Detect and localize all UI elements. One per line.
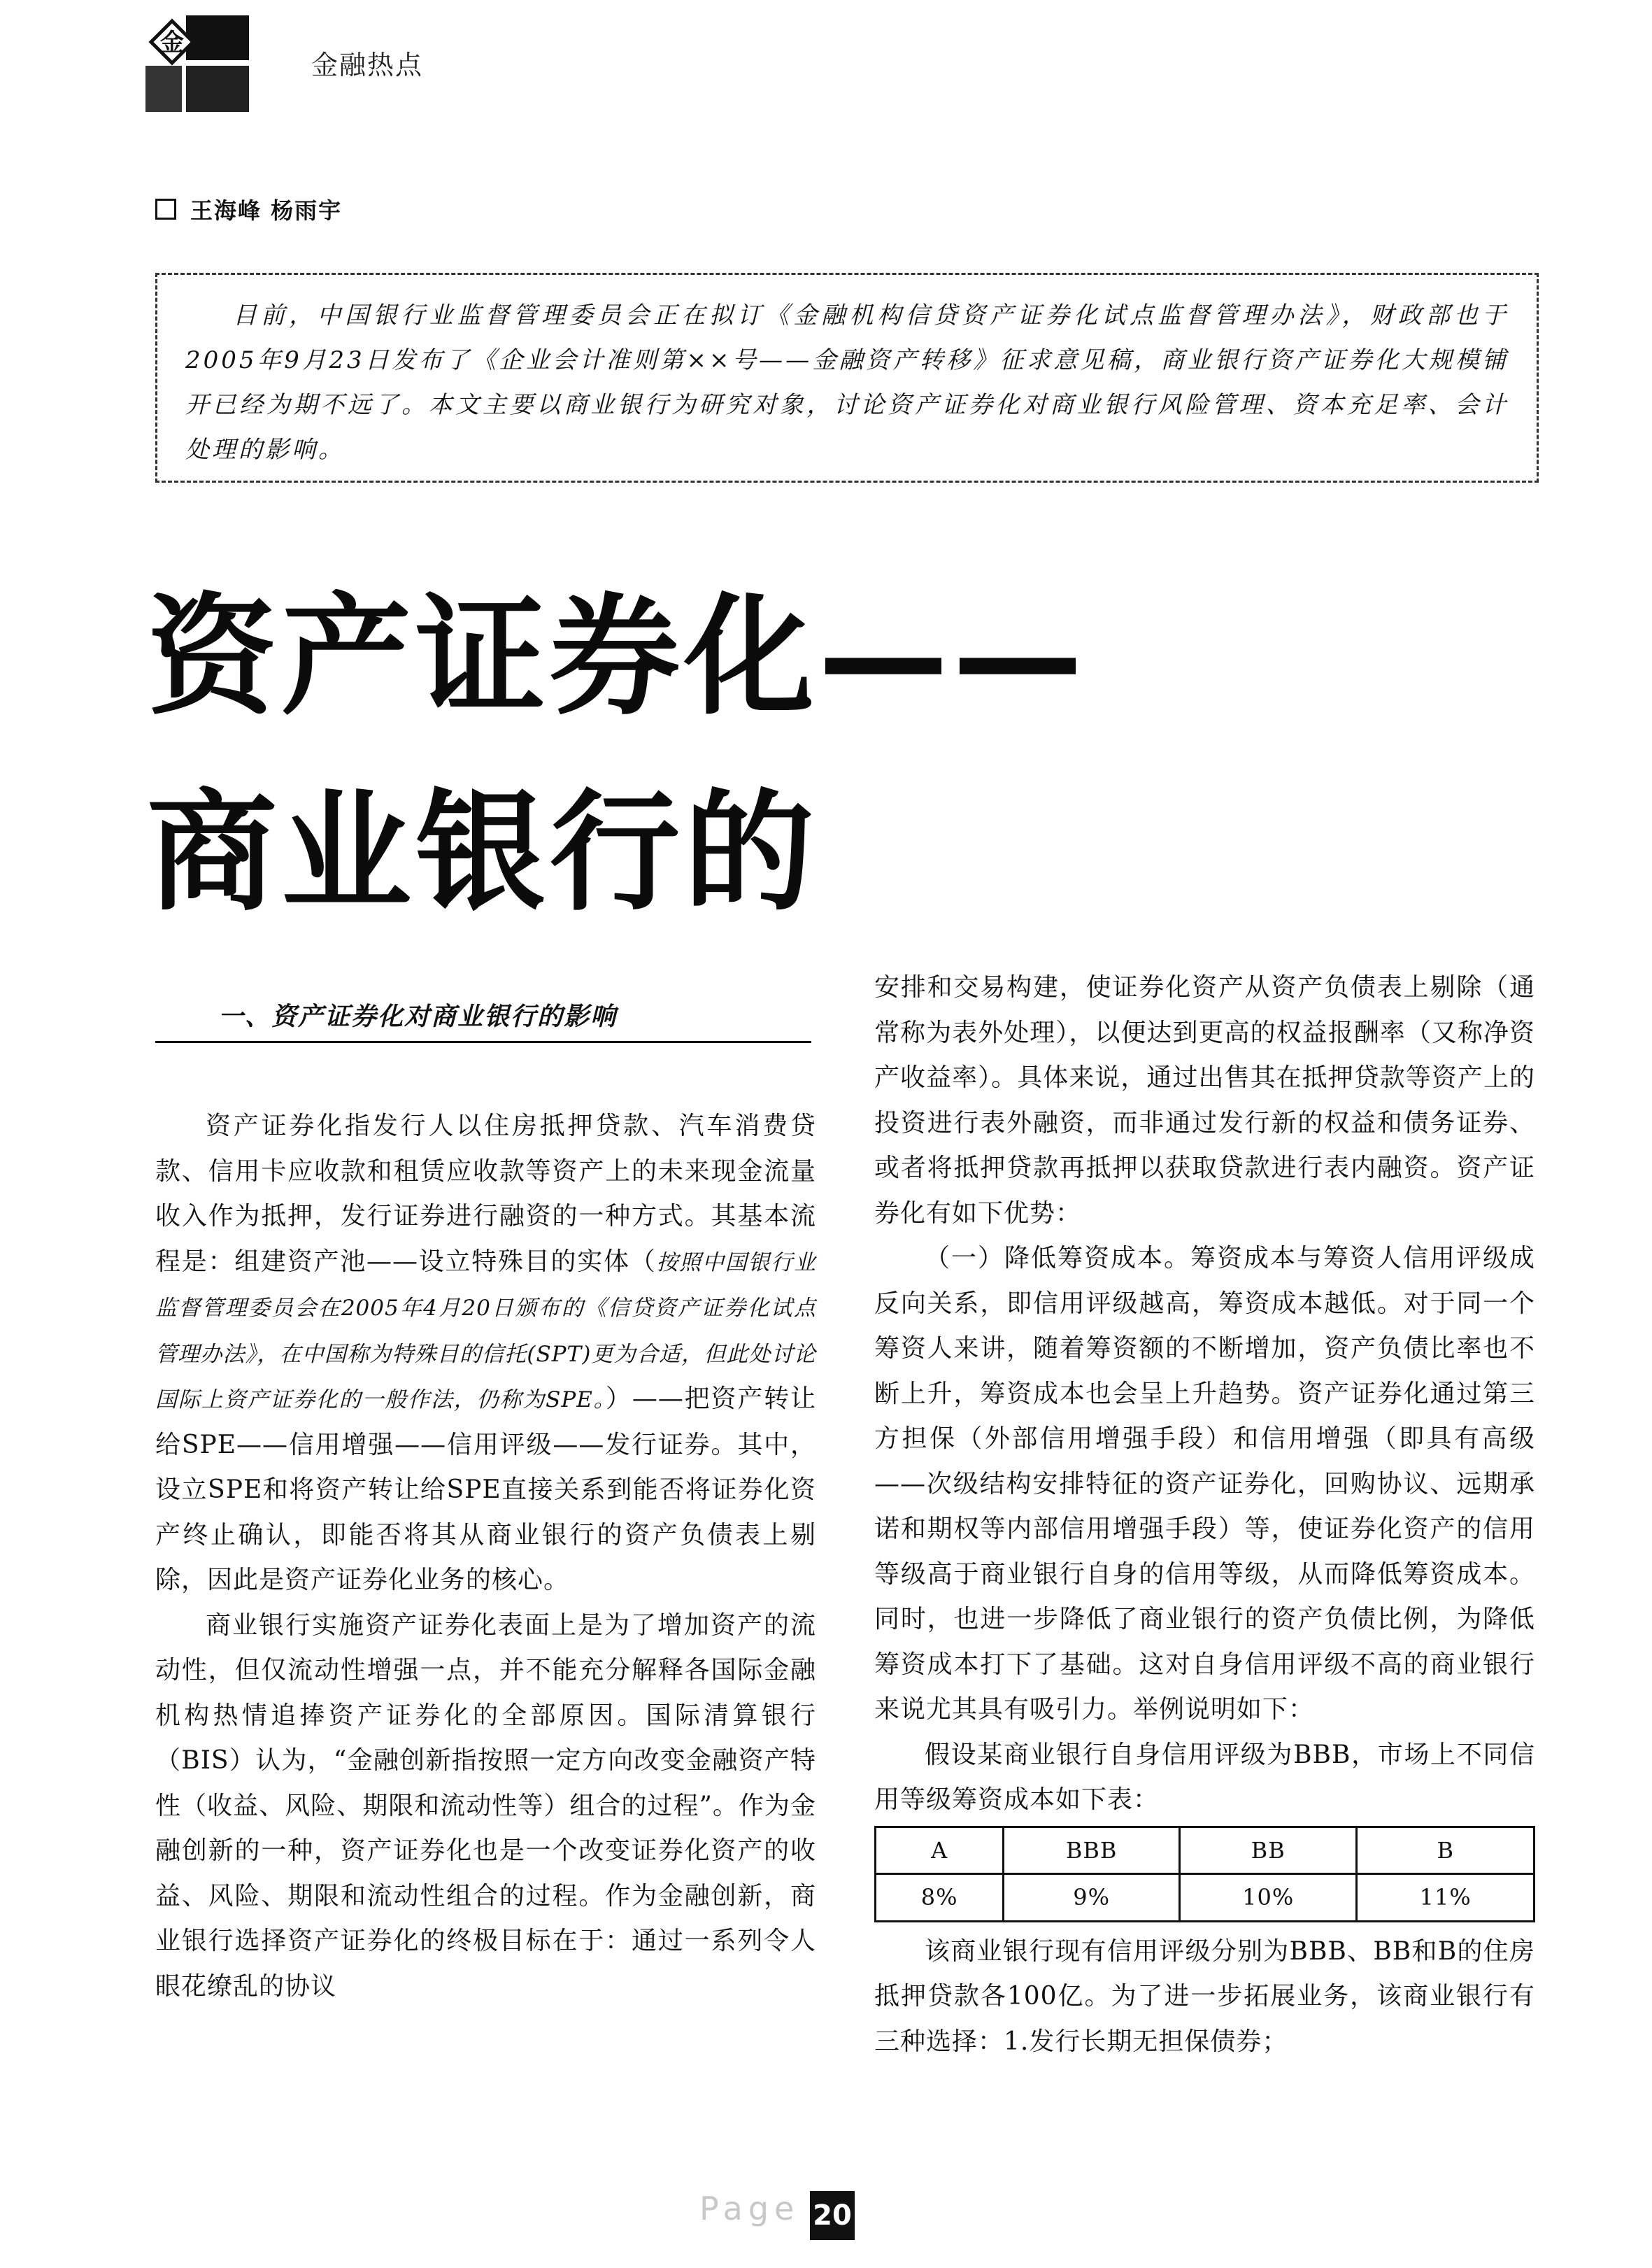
- right-column: [874, 965, 1535, 2064]
- abstract-box: [155, 273, 1539, 483]
- paragraph: 安排和交易构建，使证券化资产从资产负债表上剔除（通常称为表外处理），以便达到更高的权益报酬率（又称净资产收益率）。具体来说，通过出售其在抵押贷款等资产上的投资进行表外融资，而非通过发行新的权益和债务证券、或者将抵押贷款再抵押以获取贷款进行表内融资。资产证券化有如下优势：: [874, 973, 1535, 1228]
- paragraph: 商业银行实施资产证券化表面上是为了增加资产的流动性，但仅流动性增强一点，并不能充分解释各国际金融机构热情追捧资产证券化的全部原因。国际清算银行（BIS）认为，“金融创新指按照一定方向改变金融资产特性（收益、风险、期限和流动性等）组合的过程”。作为金融创新的一种，资产证券化也是一个改变证券化资产的收益、风险、期限和流动性组合的过程。作为金融创新，商业银行选择资产证券化的终极目标在于：通过一系列令人眼花缭乱的协议: [155, 1610, 816, 2001]
- magazine-logo: [145, 15, 250, 113]
- page-label: Page: [699, 2190, 800, 2227]
- square-bullet-icon: [155, 199, 176, 220]
- paragraph-text: 资产证券化指发行人以住房抵押贷款、汽车消费贷款、信用卡应收款和租赁应收款等资产上的未来现金流量收入作为抵押，发行证券进行融资的一种方式。其基本流程是：组建资产池——设立特殊目的实体（: [155, 1112, 816, 1276]
- table-header-cell: BB: [1179, 1827, 1357, 1874]
- table-header-cell: BBB: [1004, 1827, 1180, 1874]
- title-line-2: 商业银行的: [147, 777, 819, 928]
- authors: 王海峰 杨雨宇: [190, 197, 343, 224]
- table-cell: 8%: [876, 1874, 1004, 1922]
- table-header-row: [876, 1827, 1534, 1874]
- title-line-1: 资产证券化——: [147, 581, 1088, 732]
- paragraph: 假设某商业银行自身信用评级为BBB，市场上不同信用等级筹资成本如下表：: [874, 1740, 1535, 1814]
- table-cell: 9%: [1004, 1874, 1180, 1922]
- rate-table: [874, 1826, 1535, 1922]
- authors-line: [155, 193, 342, 225]
- section-label: 金融热点: [311, 50, 424, 80]
- table-cell: 11%: [1357, 1874, 1534, 1922]
- inline-note: 按照中国银行业监督管理委员会在2005年4月20日颁布的《信贷资产证券化试点管理办法》，在中国称为特殊目的信托(SPT)更为合适，但此处讨论国际上资产证券化的一般作法，仍称为SPE。: [155, 1249, 816, 1412]
- left-column: [155, 1104, 816, 2009]
- abstract-text: 目前，中国银行业监督管理委员会正在拟订《金融机构信贷资产证券化试点监督管理办法》，财政部也于2005年9月23日发布了《企业会计准则第××号——金融资产转移》征求意见稿，商业银行资产证券化大规模铺开已经为期不远了。本文主要以商业银行为研究对象，讨论资产证券化对商业银行风险管理、资本充足率、会计处理的影响。: [185, 302, 1509, 464]
- paragraph: [155, 1104, 816, 1603]
- paragraph: （一）降低筹资成本。筹资成本与筹资人信用评级成反向关系，即信用评级越高，筹资成本越低。对于同一个筹资人来讲，随着筹资额的不断增加，资产负债比率也不断上升，筹资成本也会呈上升趋势。资产证券化通过第三方担保（外部信用增强手段）和信用增强（即具有高级——次级结构安排特征的资产证券化，回购协议、远期承诺和期权等内部信用增强手段）等，使证券化资产的信用等级高于商业银行自身的信用等级，从而降低筹资成本。同时，也进一步降低了商业银行的资产负债比例，为降低筹资成本打下了基础。这对自身信用评级不高的商业银行来说尤其具有吸引力。举例说明如下：: [874, 1244, 1535, 1724]
- table-header-cell: A: [876, 1827, 1004, 1874]
- table-cell: 10%: [1179, 1874, 1357, 1922]
- paragraph: 该商业银行现有信用评级分别为BBB、BB和B的住房抵押贷款各100亿。为了进一步拓展业务，该商业银行有三种选择：1.发行长期无担保债券；: [874, 1936, 1535, 2056]
- page-number: 20: [810, 2191, 855, 2240]
- logo-char: 金: [160, 29, 184, 57]
- table-row: [876, 1874, 1534, 1922]
- paragraph-text: ）——把资产转让给SPE——信用增强——信用评级——发行证券。其中，设立SPE和将资产转让给SPE直接关系到能否将证券化资产终止确认，即能否将其从商业银行的资产负债表上剔除，因此是资产证券化业务的核心。: [155, 1384, 816, 1594]
- section-heading: 一、资产证券化对商业银行的影响: [155, 997, 811, 1043]
- table-header-cell: B: [1357, 1827, 1534, 1874]
